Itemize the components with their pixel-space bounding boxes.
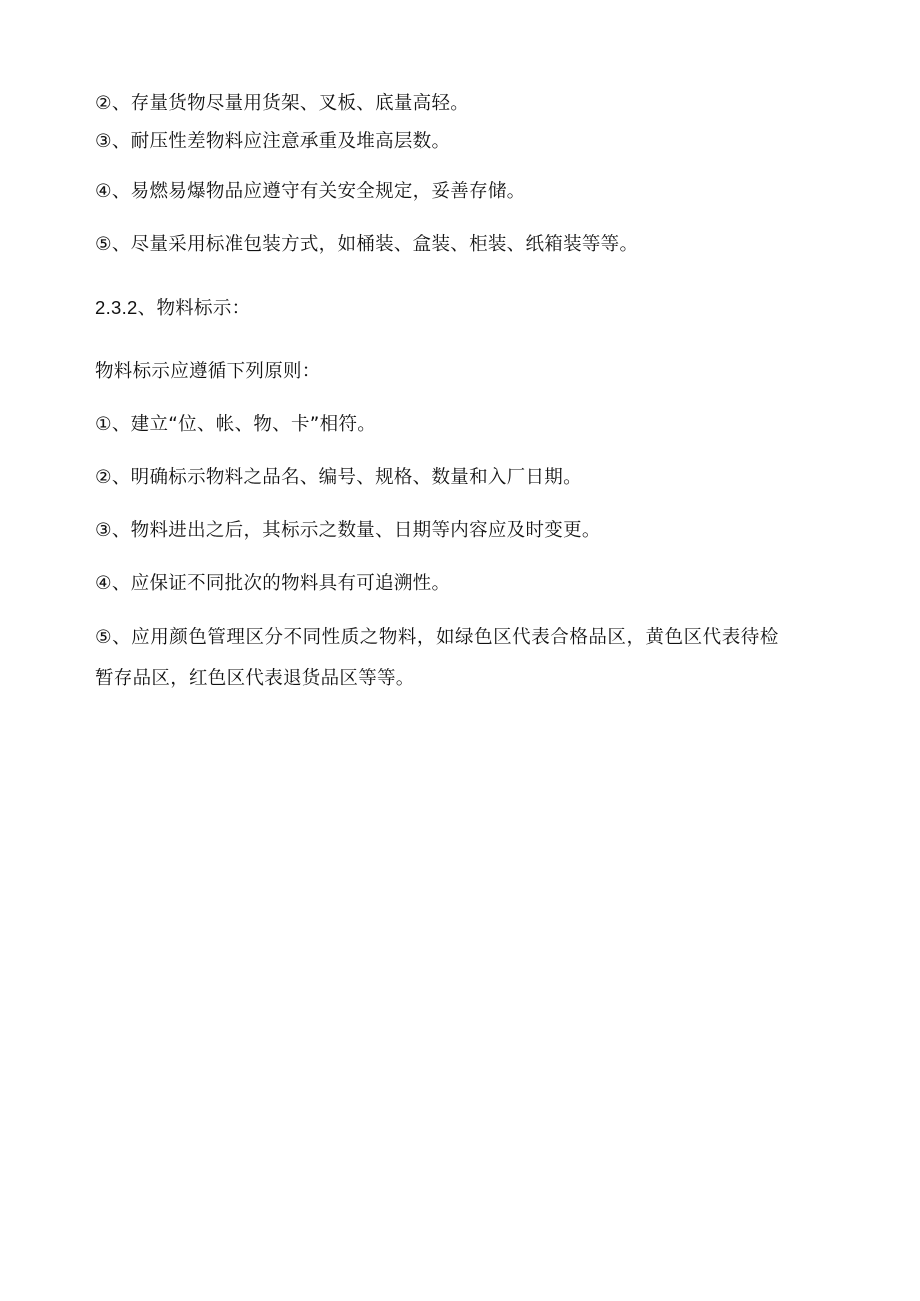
labeling-rule-1: ①、建立“位、帐、物、卡”相符。 [95,414,377,435]
section-intro: 物料标示应遵循下列原则： [95,361,321,382]
storage-rule-2: ②、存量货物尽量用货架、叉板、底量高轻。 [95,93,470,114]
labeling-rule-5-continued: 暂存品区，红色区代表退货品区等等。 [95,668,415,689]
labeling-rule-5: ⑤、应用颜色管理区分不同性质之物料，如绿色区代表合格品区，黄色区代表待检 [95,627,779,648]
labeling-rule-3: ③、物料进出之后，其标示之数量、日期等内容应及时变更。 [95,520,601,541]
storage-rule-3: ③、耐压性差物料应注意承重及堆高层数。 [95,131,451,152]
storage-rule-4: ④、易燃易爆物品应遵守有关安全规定，妥善存储。 [95,181,526,202]
labeling-rule-2: ②、明确标示物料之品名、编号、规格、数量和入厂日期。 [95,467,582,488]
section-heading: 2.3.2、物料标示： [95,297,251,318]
storage-rule-5: ⑤、尽量采用标准包装方式，如桶装、盒装、柜装、纸箱装等等。 [95,234,639,255]
labeling-rule-4: ④、应保证不同批次的物料具有可追溯性。 [95,573,451,594]
